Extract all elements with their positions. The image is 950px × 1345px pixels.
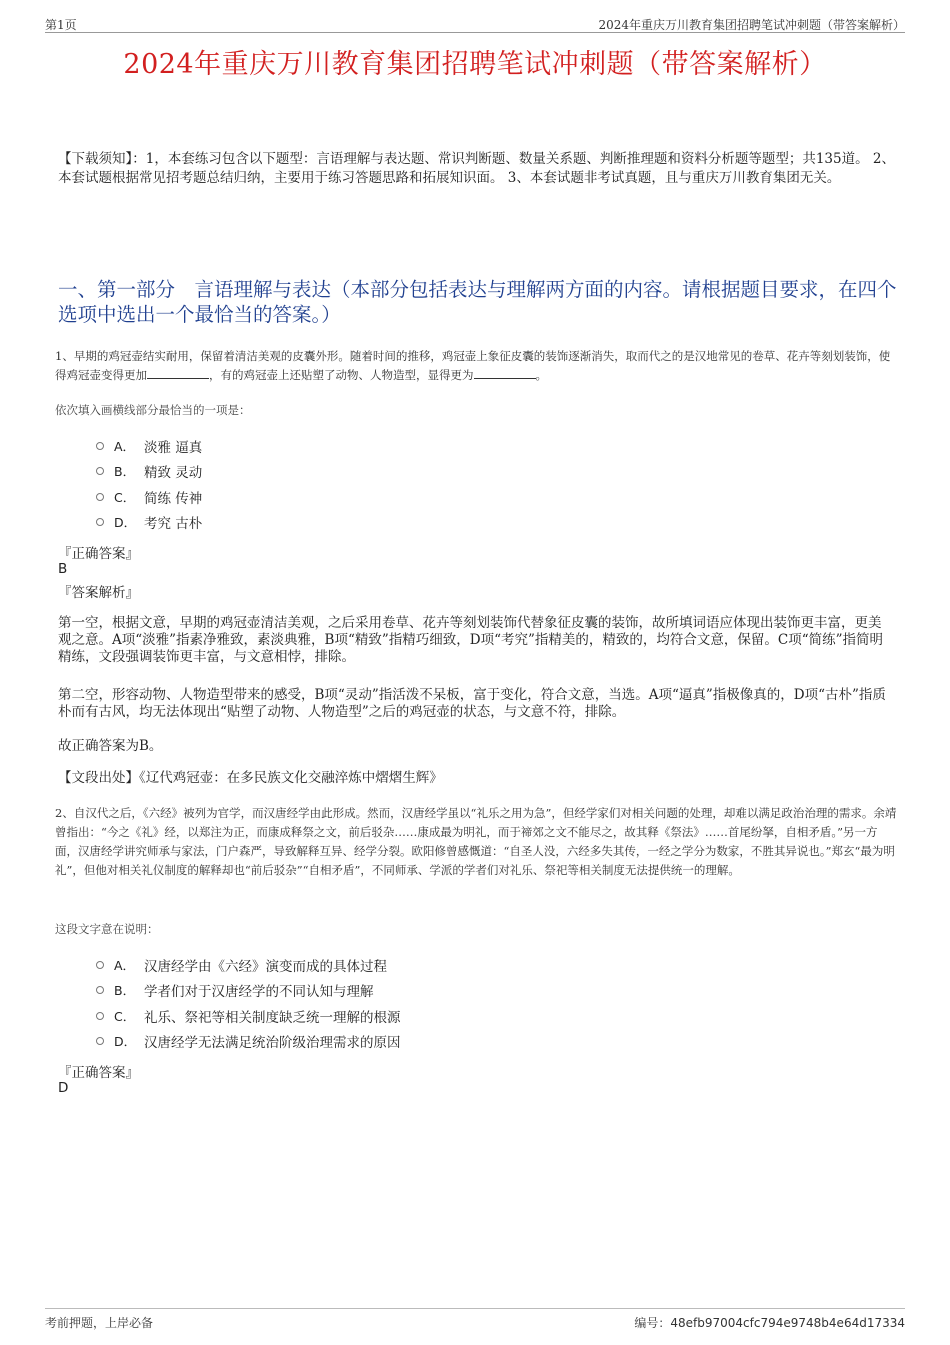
option-text: 考究 古朴: [144, 516, 203, 533]
footer-slogan: 考前押题，上岸必备: [45, 1316, 154, 1330]
footer-code-label: 编号：: [634, 1316, 671, 1330]
option-text: 学者们对于汉唐经学的不同认知与理解: [144, 984, 374, 1001]
question-2-prompt: 这段文字意在说明：: [55, 922, 159, 936]
download-notice: 【下载须知】：1，本套练习包含以下题型：言语理解与表达题、常识判断题、数量关系题、判断推理题和资料分析题等题型；共135道。 2、本套试题根据常见招考题总结归纳，主要用于练习答题思路和拓展知识面。 3、本套试题非考试真题，且与重庆万川教育集团无关。: [58, 151, 895, 186]
question-1-answer-label: 『正确答案』: [58, 546, 139, 562]
answer-blank-2: [474, 366, 536, 379]
question-2-options: [96, 952, 401, 1054]
question-1-options: [96, 433, 202, 535]
option-letter: A．: [114, 438, 136, 454]
question-1-option-c[interactable]: [96, 484, 202, 510]
question-1-analysis-label: 『答案解析』: [58, 585, 139, 601]
question-1-text: [55, 347, 900, 385]
question-1-text-part-c: 。: [535, 368, 547, 382]
radio-icon[interactable]: [96, 467, 104, 475]
question-1-option-a[interactable]: [96, 433, 202, 459]
question-1-analysis-2: 第二空，形容动物、人物造型带来的感受，B项“灵动”指活泼不呆板，富于变化，符合文意，当选。A项“逼真”指极像真的，D项“古朴”指质朴而有古风，均无法体现出“贴塑了动物、人物造型”之后的鸡冠壶的状态，与文意不符，排除。: [58, 687, 886, 720]
option-text: 汉唐经学由《六经》演变而成的具体过程: [144, 958, 387, 975]
radio-icon[interactable]: [96, 493, 104, 501]
option-text: 简练 传神: [144, 490, 203, 507]
radio-icon[interactable]: [96, 961, 104, 969]
question-1-option-b[interactable]: [96, 459, 202, 485]
answer-blank-1: [147, 366, 209, 379]
question-2-option-c[interactable]: [96, 1003, 401, 1029]
question-1-analysis-3: 故正确答案为B。: [58, 738, 163, 754]
page-header: [45, 12, 905, 33]
option-letter: C．: [114, 1008, 136, 1024]
question-1-option-d[interactable]: [96, 510, 202, 536]
question-1-source: 【文段出处】《辽代鸡冠壶：在多民族文化交融淬炼中熠熠生辉》: [58, 770, 443, 786]
option-text: 礼乐、祭祀等相关制度缺乏统一理解的根源: [144, 1009, 401, 1026]
option-letter: D．: [114, 515, 137, 531]
option-letter: D．: [114, 1034, 137, 1050]
footer-code-value: 48efb97004cfc794e9748b4e64d17334: [670, 1316, 905, 1330]
question-2-option-a[interactable]: [96, 952, 401, 978]
section-title: 一、第一部分 言语理解与表达（本部分包括表达与理解两方面的内容。请根据题目要求，在四个选项中选出一个最恰当的答案。）: [58, 278, 897, 326]
footer-code: [634, 1314, 905, 1331]
radio-icon[interactable]: [96, 986, 104, 994]
radio-icon[interactable]: [96, 442, 104, 450]
option-text: 淡雅 逼真: [144, 439, 203, 456]
question-2-text: 2、自汉代之后，《六经》被列为官学，而汉唐经学由此形成。然而，汉唐经学虽以“礼乐之用为急”，但经学家们对相关问题的处理，却难以满足政治治理的需求。余靖曾指出：“今之《礼》经，以郑注为正，而康成释祭之文，前后驳杂……康成最为明礼，而于禘郊之文不能尽之，故其释《祭法》……首尾纷拏，自相矛盾。”另一方面，汉唐经学讲究师承与家法，门户森严，导致解释互异、经学分裂。欧阳修曾感慨道：“自圣人没，六经多失其传，一经之学分为数家，不胜其异说也。”郑玄“最为明礼”，但他对相关礼仪制度的解释却也“前后驳杂”“自相矛盾”，不同师承、学派的学者们对礼乐、祭祀等相关制度无法提供统一的理解。: [55, 806, 897, 877]
question-1-prompt: 依次填入画横线部分最恰当的一项是：: [55, 403, 251, 417]
footer-divider: [45, 1308, 905, 1309]
radio-icon[interactable]: [96, 518, 104, 526]
option-letter: A．: [114, 957, 136, 973]
option-text: 汉唐经学无法满足统治阶级治理需求的原因: [144, 1035, 401, 1052]
option-letter: C．: [114, 489, 136, 505]
question-2-answer: D: [58, 1080, 69, 1096]
question-1-analysis-1: 第一空，根据文意，早期的鸡冠壶清洁美观，之后采用卷草、花卉等刻划装饰代替象征皮囊的装饰，故所填词语应体现出装饰更丰富，更美观之意。A项“淡雅”指素净雅致，素淡典雅，B项“精致”指精巧细致，D项“考究”指精美的，精致的，均符合文意，保留。C项“简练”指简明精练，文段强调装饰更丰富，与文意相悖，排除。: [58, 615, 884, 665]
document-title: 2024年重庆万川教育集团招聘笔试冲刺题（带答案解析）: [123, 49, 827, 80]
question-2-answer-label: 『正确答案』: [58, 1065, 139, 1081]
radio-icon[interactable]: [96, 1012, 104, 1020]
option-letter: B．: [114, 983, 136, 999]
option-letter: B．: [114, 464, 136, 480]
question-1-text-part-b: ，有的鸡冠壶上还贴塑了动物、人物造型，显得更为: [209, 368, 474, 382]
page-number: 第1页: [45, 18, 77, 32]
question-1-text-part-a: 1、早期的鸡冠壶结实耐用，保留着清洁美观的皮囊外形。随着时间的推移，鸡冠壶上象征皮囊的装饰逐渐消失，取而代之的是汉地常见的卷草、花卉等刻划装饰，使得鸡冠壶变得更加: [55, 349, 891, 382]
header-doc-title: 2024年重庆万川教育集团招聘笔试冲刺题（带答案解析）: [598, 18, 905, 32]
question-1-answer: B: [58, 561, 68, 577]
question-2-option-b[interactable]: [96, 978, 401, 1004]
radio-icon[interactable]: [96, 1037, 104, 1045]
option-text: 精致 灵动: [144, 465, 203, 482]
question-2-option-d[interactable]: [96, 1029, 401, 1055]
